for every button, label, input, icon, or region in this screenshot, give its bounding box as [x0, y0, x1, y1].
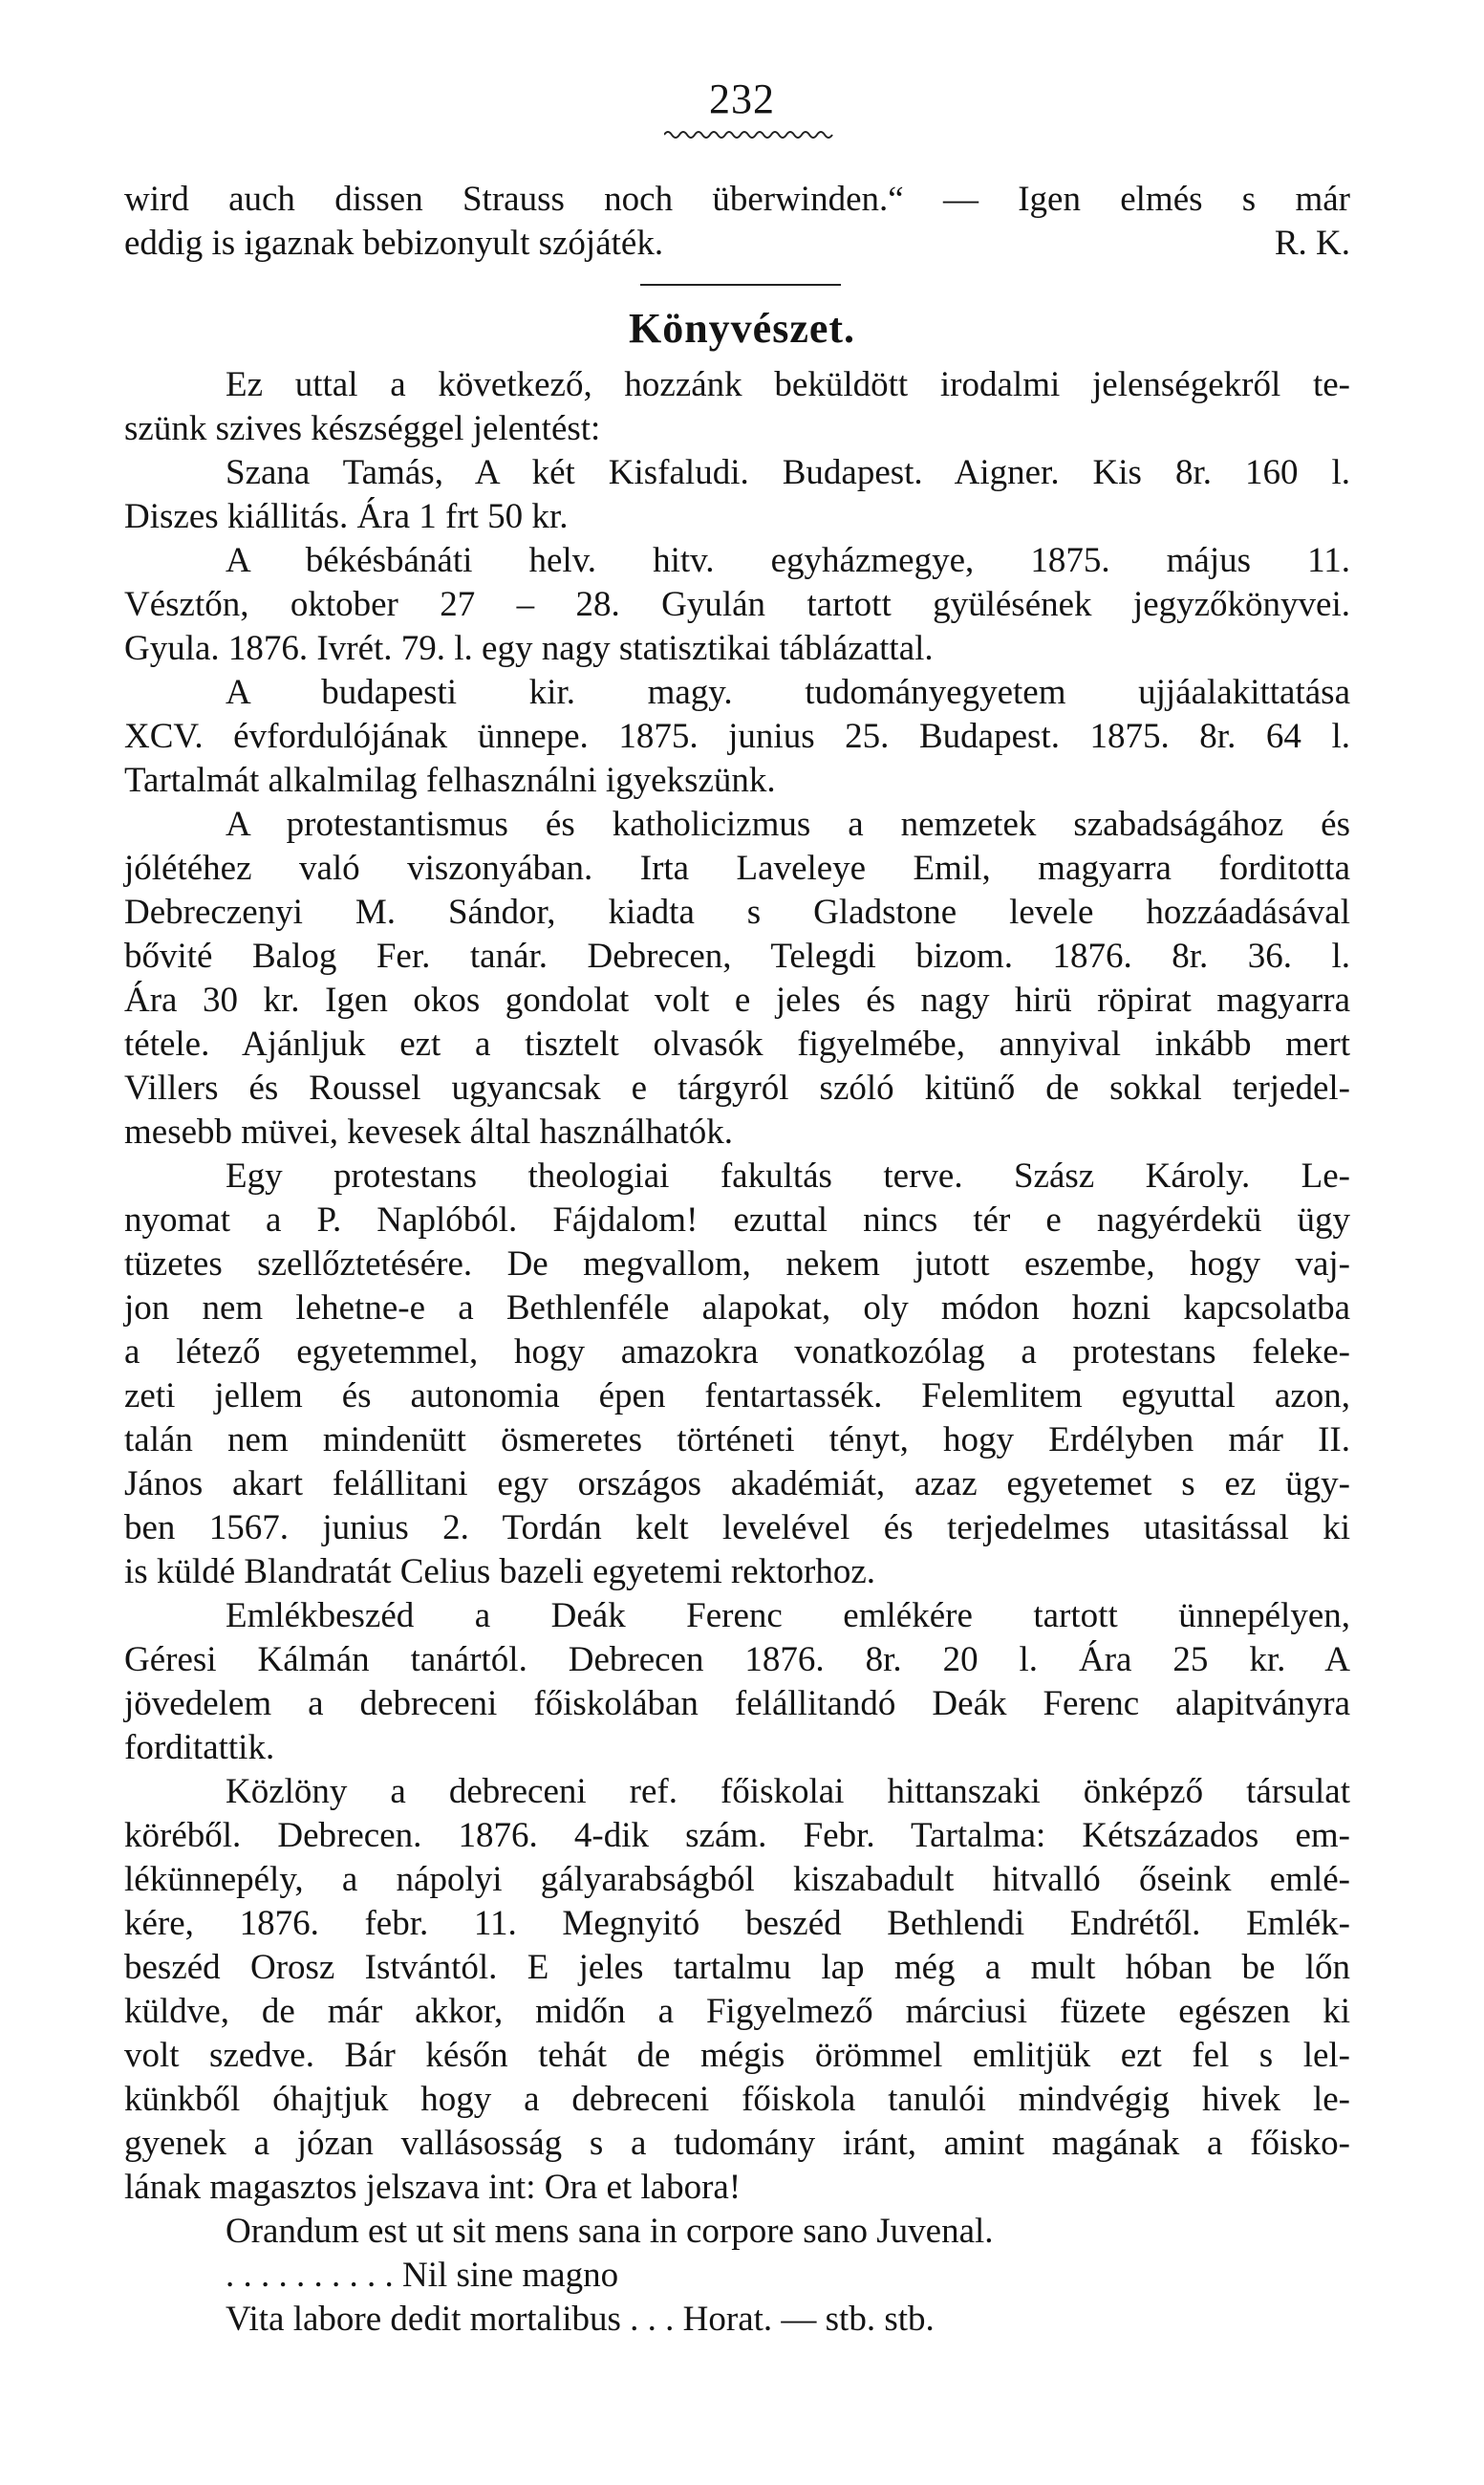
text-line: Debreczenyi M. Sándor, kiadta s Gladstone levele hozzáadásával [124, 893, 1350, 932]
text-line: forditattik. [124, 1728, 275, 1767]
text-line: talán nem mindenütt ösmeretes történeti tényt, hogy Erdélyben már II. [124, 1420, 1350, 1459]
text-line: jon nem lehetne-e a Bethlenféle alapokat, oly módon hozni kapcsolatba [124, 1288, 1350, 1328]
text-line: XCV. évfordulójának ünnepe. 1875. junius 25. Budapest. 1875. 8r. 64 l. [124, 717, 1350, 756]
text-line: Gyula. 1876. Ivrét. 79. l. egy nagy statisztikai táblázattal. [124, 629, 934, 668]
text-line: a létező egyetemmel, hogy amazokra vonatkozólag a protestans feleke- [124, 1332, 1350, 1372]
text-line: Egy protestans theologiai fakultás terve. Szász Károly. Le- [226, 1156, 1350, 1196]
signature: R. K. [1274, 224, 1350, 263]
text-line: köréből. Debrecen. 1876. 4-dik szám. Febr. Tartalma: Kétszázados em- [124, 1816, 1350, 1855]
text-line: lának magasztos jelszava int: Ora et labora! [124, 2168, 742, 2207]
page-number: 232 [709, 76, 775, 122]
text-line: mesebb müvei, kevesek által használhatók. [124, 1113, 734, 1152]
section-divider [640, 284, 841, 286]
text-line: Tartalmát alkalmilag felhasználni igyekszünk. [124, 761, 776, 800]
text-line: Közlöny a debreceni ref. főiskolai hittanszaki önképző társulat [226, 1772, 1350, 1811]
text-line: Géresi Kálmán tanártól. Debrecen 1876. 8r. 20 l. Ára 25 kr. A [124, 1640, 1350, 1679]
text-line: A békésbánáti helv. hitv. egyházmegye, 1875. május 11. [226, 541, 1350, 580]
text-line: gyenek a józan vallásosság s a tudomány iránt, amint magának a főisko- [124, 2124, 1350, 2163]
text-line: wird auch dissen Strauss noch überwinden.“ — Igen elmés s már [124, 180, 1350, 219]
section-heading: Könyvészet. [628, 305, 856, 352]
text-line: bővité Balog Fer. tanár. Debrecen, Telegdi bizom. 1876. 8r. 36. l. [124, 937, 1350, 976]
text-line: Vésztőn, oktober 27 – 28. Gyulán tartott gyülésének jegyzőkönyvei. [124, 585, 1350, 624]
text-line: lékünnepély, a nápolyi gályarabságból kiszabadult hitvalló őseink emlé- [124, 1860, 1350, 1899]
text-line: A protestantismus és katholicizmus a nemzetek szabadságához és [226, 805, 1350, 844]
text-line: volt szedve. Bár későn tehát de mégis örömmel emlitjük ezt fel s lel- [124, 2036, 1350, 2075]
quote-line: Orandum est ut sit mens sana in corpore sano Juvenal. [226, 2212, 994, 2251]
text-line: tüzetes szellőztetésére. De megvallom, nekem jutott eszembe, hogy vaj- [124, 1244, 1350, 1284]
text-line: küldve, de már akkor, midőn a Figyelmező márciusi füzete egészen ki [124, 1992, 1350, 2031]
text-line: nyomat a P. Naplóból. Fájdalom! ezuttal nincs tér e nagyérdekü ügy [124, 1200, 1350, 1240]
text-line: János akart felállitani egy országos akadémiát, azaz egyetemet s ez ügy- [124, 1464, 1350, 1503]
text-line: jövedelem a debreceni főiskolában felállitandó Deák Ferenc alapitványra [124, 1684, 1350, 1723]
ornament-wave [664, 128, 836, 141]
text-line: zeti jellem és autonomia épen fentartassék. Felemlitem egyuttal azon, [124, 1376, 1350, 1415]
text-line: Emlékbeszéd a Deák Ferenc emlékére tartott ünnepélyen, [226, 1596, 1350, 1635]
quote-line: Vita labore dedit mortalibus . . . Horat. — stb. stb. [226, 2300, 935, 2339]
quote-line: . . . . . . . . . . Nil sine magno [226, 2256, 619, 2295]
text-line: A budapesti kir. magy. tudományegyetem ujjáalakittatása [226, 673, 1350, 712]
text-line: künkből óhajtjuk hogy a debreceni főiskola tanulói mindvégig hivek le- [124, 2080, 1350, 2119]
text-line: Ára 30 kr. Igen okos gondolat volt e jeles és nagy hirü röpirat magyarra [124, 981, 1350, 1020]
text-line: jólétéhez való viszonyában. Irta Laveleye Emil, magyarra forditotta [124, 849, 1350, 888]
text-line: eddig is igaznak bebizonyult szójáték. [124, 224, 664, 263]
text-line: Ez uttal a következő, hozzánk beküldött irodalmi jelenségekről te- [226, 365, 1350, 404]
text-line: ben 1567. junius 2. Tordán kelt levelével és terjedelmes utasitással ki [124, 1508, 1350, 1547]
text-line: kére, 1876. febr. 11. Megnyitó beszéd Bethlendi Endrétől. Emlék- [124, 1904, 1350, 1943]
text-line: szünk szives készséggel jelentést: [124, 409, 601, 448]
text-line: beszéd Orosz Istvántól. E jeles tartalmu lap még a mult hóban be lőn [124, 1948, 1350, 1987]
text-line: Szana Tamás, A két Kisfaludi. Budapest. Aigner. Kis 8r. 160 l. [226, 453, 1350, 492]
text-line: Villers és Roussel ugyancsak e tárgyról szóló kitünő de sokkal terjedel- [124, 1069, 1350, 1108]
text-line: is küldé Blandratát Celius bazeli egyetemi rektorhoz. [124, 1552, 875, 1591]
text-line: tétele. Ajánljuk ezt a tisztelt olvasók figyelmébe, annyival inkább mert [124, 1025, 1350, 1064]
text-line: Diszes kiállitás. Ára 1 frt 50 kr. [124, 497, 569, 536]
